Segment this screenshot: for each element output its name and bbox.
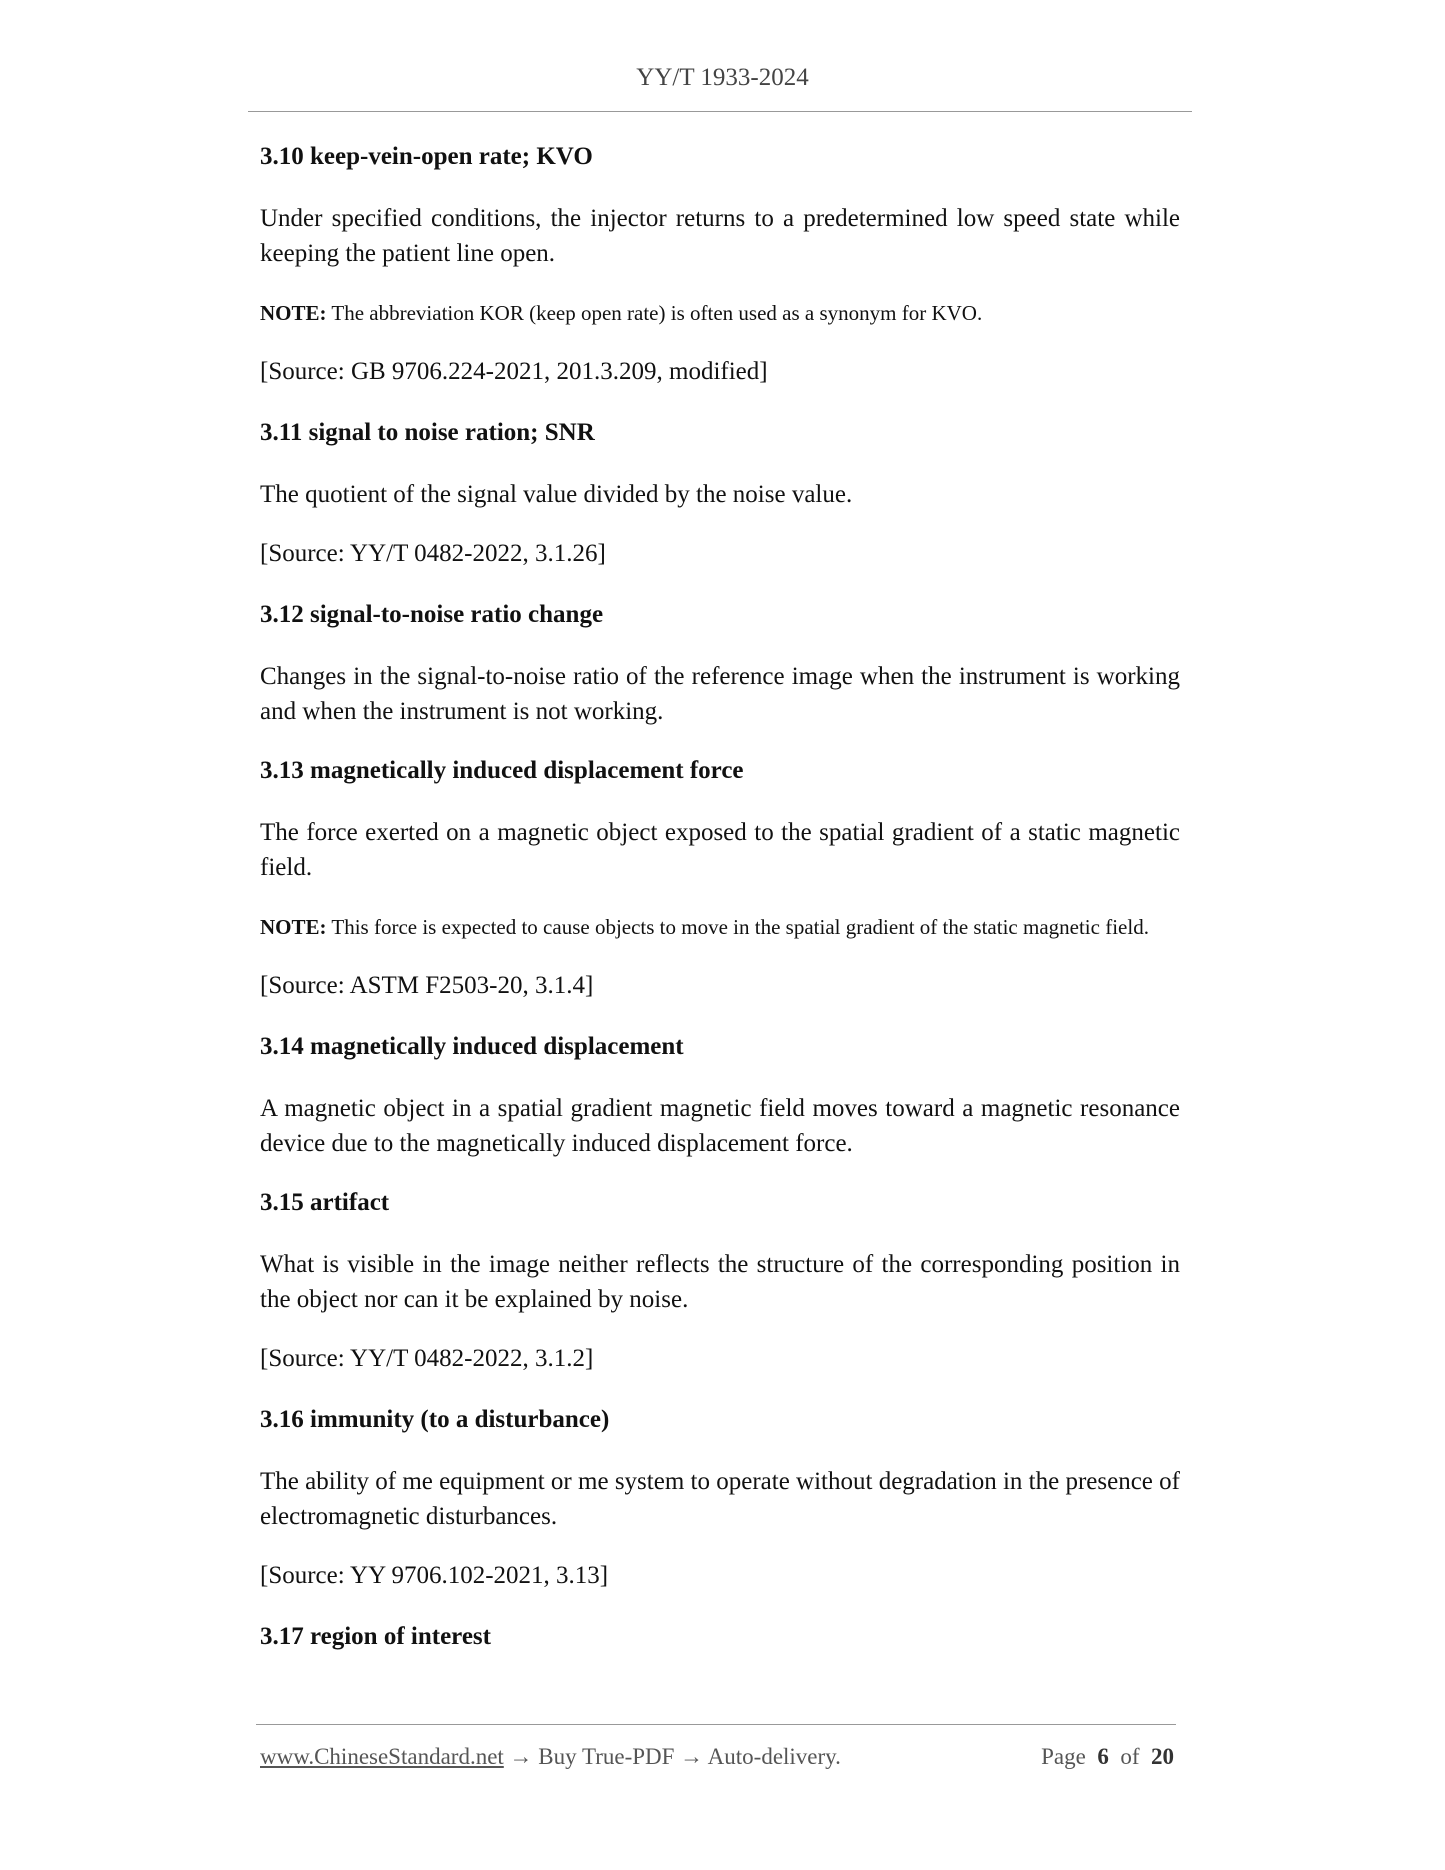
- term-3-16: [260, 1403, 1180, 1593]
- term-definition: What is visible in the image neither reflects the structure of the corresponding position in the object nor can it be explained by noise.: [260, 1251, 1180, 1313]
- term-definition: A magnetic object in a spatial gradient magnetic field moves toward a magnetic resonance device due to the magnetically induced displacement force.: [260, 1095, 1180, 1157]
- term-source: [Source: ASTM F2503-20, 3.1.4]: [260, 972, 594, 999]
- term-heading: 3.15 artifact: [260, 1189, 390, 1216]
- term-3-14: [260, 1030, 1180, 1161]
- term-3-15: [260, 1186, 1180, 1376]
- note-text: This force is expected to cause objects to move in the spatial gradient of the static magnetic field.: [326, 915, 1149, 939]
- term-note: [260, 910, 1180, 944]
- page-total: 20: [1151, 1744, 1174, 1769]
- term-3-17: [260, 1620, 1180, 1654]
- footer-promo-text: → Buy True-PDF → Auto-delivery.: [503, 1744, 841, 1769]
- term-definition: The force exerted on a magnetic object exposed to the spatial gradient of a static magnetic field.: [260, 819, 1180, 881]
- term-source: [Source: GB 9706.224-2021, 201.3.209, modified]: [260, 358, 768, 385]
- term-definition: The ability of me equipment or me system to operate without degradation in the presence of electromagnetic disturbances.: [260, 1468, 1180, 1530]
- term-heading: 3.17 region of interest: [260, 1623, 491, 1650]
- term-heading: 3.10 keep-vein-open rate; KVO: [260, 143, 593, 170]
- footer-promo: [260, 1744, 841, 1770]
- term-source: [Source: YY/T 0482-2022, 3.1.2]: [260, 1345, 594, 1372]
- term-note: [260, 296, 1180, 330]
- term-definition: The quotient of the signal value divided by the noise value.: [260, 481, 853, 508]
- page-of: of: [1120, 1744, 1140, 1769]
- term-source: [Source: YY 9706.102-2021, 3.13]: [260, 1562, 609, 1589]
- term-source: [Source: YY/T 0482-2022, 3.1.26]: [260, 540, 606, 567]
- header-divider: [248, 111, 1192, 112]
- footer-divider: [256, 1724, 1176, 1725]
- term-heading: 3.13 magnetically induced displacement force: [260, 757, 744, 784]
- term-3-10: [260, 140, 1180, 389]
- term-heading: 3.11 signal to noise ration; SNR: [260, 419, 595, 446]
- website-link[interactable]: www.ChineseStandard.net: [260, 1744, 504, 1769]
- note-text: The abbreviation KOR (keep open rate) is often used as a synonym for KVO.: [326, 301, 983, 325]
- note-label: NOTE:: [260, 301, 327, 325]
- document-header: YY/T 1933-2024: [636, 64, 809, 91]
- page-label: Page: [1041, 1744, 1086, 1769]
- page-footer: [260, 1744, 1174, 1770]
- term-definition: Changes in the signal-to-noise ratio of the reference image when the instrument is working and when the instrument is not working.: [260, 663, 1180, 725]
- term-heading: 3.12 signal-to-noise ratio change: [260, 601, 604, 628]
- term-3-12: [260, 598, 1180, 729]
- document-body: [260, 140, 1180, 1681]
- term-3-11: [260, 416, 1180, 571]
- term-3-13: [260, 754, 1180, 1003]
- note-label: NOTE:: [260, 915, 327, 939]
- page-indicator: [1041, 1744, 1174, 1770]
- term-heading: 3.16 immunity (to a disturbance): [260, 1406, 610, 1433]
- term-definition: Under specified conditions, the injector returns to a predetermined low speed state while keeping the patient line open.: [260, 205, 1180, 267]
- term-heading: 3.14 magnetically induced displacement: [260, 1033, 684, 1060]
- page-current: 6: [1097, 1744, 1109, 1769]
